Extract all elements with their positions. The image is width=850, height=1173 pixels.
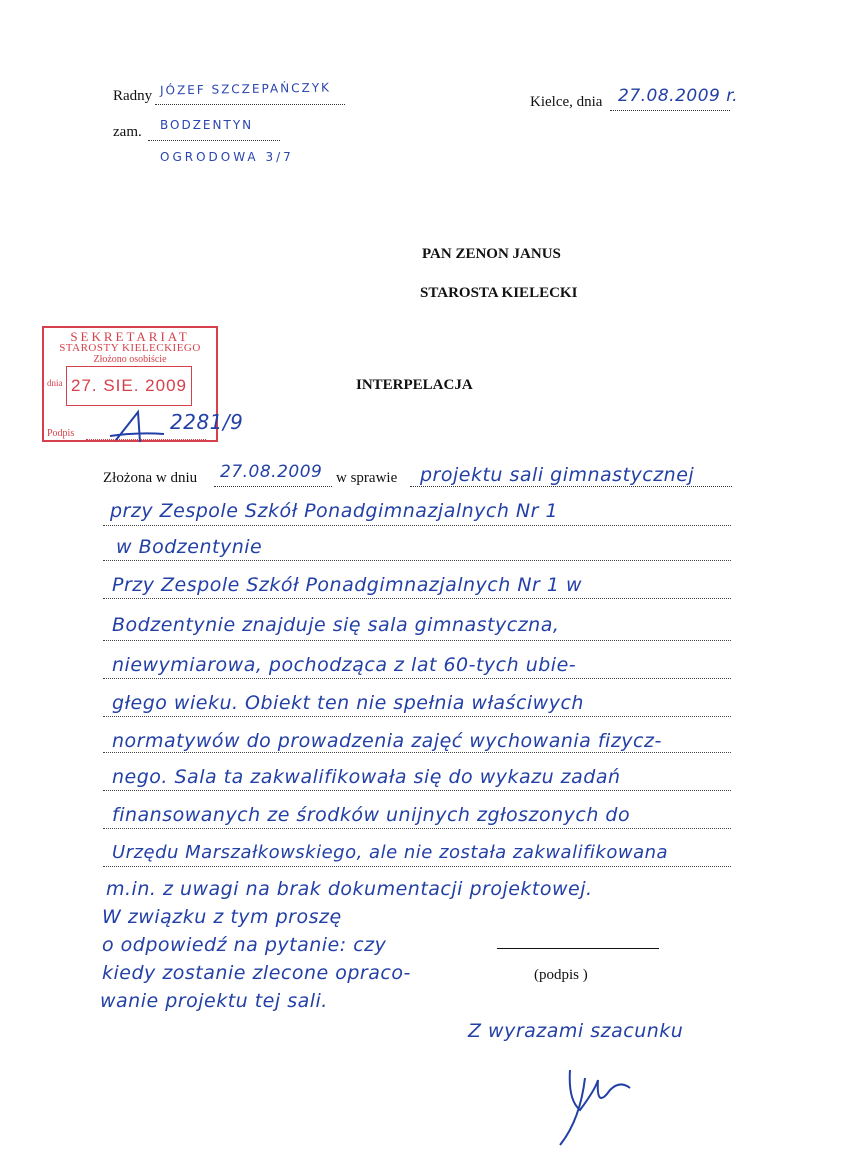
podpis-label: (podpis ) <box>534 967 588 983</box>
body-dotted-line <box>103 828 731 829</box>
subject-line-2: przy Zespole Szkół Ponadgimnazjalnych Nr 1 <box>110 500 559 522</box>
body-dotted-line <box>103 790 731 791</box>
stamp-date: 27. SIE. 2009 <box>66 366 192 406</box>
radny-dotted-line <box>155 104 345 105</box>
body-text-line: Przy Zespole Szkół Ponadgimnazjalnych Nr 1 w <box>112 574 583 596</box>
body-dotted-line <box>103 640 731 641</box>
place-date-label: Kielce, dnia <box>530 94 603 110</box>
date-dotted-line <box>610 110 730 111</box>
stamp-line-1: SEKRETARIAT <box>70 329 190 344</box>
zlozona-label: Złożona w dniu <box>103 470 198 486</box>
stamp-line-3: Złożono osobiście <box>93 354 167 365</box>
zam-dotted-line <box>148 140 280 141</box>
body-text-line: głego wieku. Obiekt ten nie spełnia właściwych <box>112 692 584 714</box>
w-sprawie-label: w sprawie <box>336 470 398 486</box>
zam-label: zam. <box>113 124 142 140</box>
body-dotted-line <box>103 866 731 867</box>
stamp-podpis-label: Podpis <box>47 428 75 439</box>
signature-line <box>497 948 659 949</box>
stamp-dnia-label: dnia <box>47 378 63 388</box>
stamp-line-2: STAROSTY KIELECKIEGO <box>59 342 201 354</box>
body-text-line: Urzędu Marszałkowskiego, ale nie została zakwalifikowana <box>112 842 669 863</box>
stamp-signature-mark <box>108 406 168 446</box>
body-dotted-line <box>103 752 731 753</box>
body-text-line: kiedy zostanie zlecone opraco- <box>102 962 411 984</box>
recipient-title: STAROSTA KIELECKI <box>420 285 578 301</box>
document-title: INTERPELACJA <box>356 377 473 393</box>
body-text-line: normatywów do prowadzenia zajęć wychowania fizycz- <box>112 730 662 752</box>
zlozona-dotted-line <box>214 486 332 487</box>
body-text-line: finansowanych ze środków unijnych zgłoszonych do <box>112 804 631 826</box>
sprawie-dotted-line <box>410 486 732 487</box>
header-date: 27.08.2009 r. <box>618 86 739 106</box>
body-text-line: W związku z tym proszę <box>102 906 342 928</box>
body-text-line: nego. Sala ta zakwalifikowała się do wykazu zadań <box>112 766 621 788</box>
body-text-line: m.in. z uwagi na brak dokumentacji projektowej. <box>106 878 593 900</box>
body-text-line: niewymiarowa, pochodząca z lat 60-tych ubie- <box>112 654 577 676</box>
body-dotted-line <box>103 678 731 679</box>
address-line-2: OGRODOWA 3/7 <box>160 150 294 164</box>
radny-name: JÓZEF SZCZEPAŃCZYK <box>159 80 332 98</box>
body-dotted-line <box>103 598 731 599</box>
subject-dotted-line-3 <box>103 560 731 561</box>
body-text-line: Bodzentynie znajduje się sala gimnastyczna, <box>112 614 560 636</box>
address-line-1: BODZENTYN <box>160 118 254 132</box>
subject-line-3: w Bodzentynie <box>116 536 263 558</box>
submission-date: 27.08.2009 <box>220 462 323 482</box>
body-dotted-line <box>103 716 731 717</box>
body-text-line: wanie projektu tej sali. <box>100 990 328 1012</box>
closing-phrase: Z wyrazami szacunku <box>468 1020 684 1042</box>
subject-line-1: projektu sali gimnastycznej <box>420 464 695 486</box>
stamp-handwritten-number: 2281/9 <box>170 410 244 434</box>
radny-label: Radny <box>113 88 153 104</box>
body-text-line: o odpowiedź na pytanie: czy <box>102 934 387 956</box>
handwritten-signature <box>540 1050 650 1150</box>
subject-dotted-line-2 <box>103 525 731 526</box>
recipient-name: PAN ZENON JANUS <box>422 246 561 262</box>
